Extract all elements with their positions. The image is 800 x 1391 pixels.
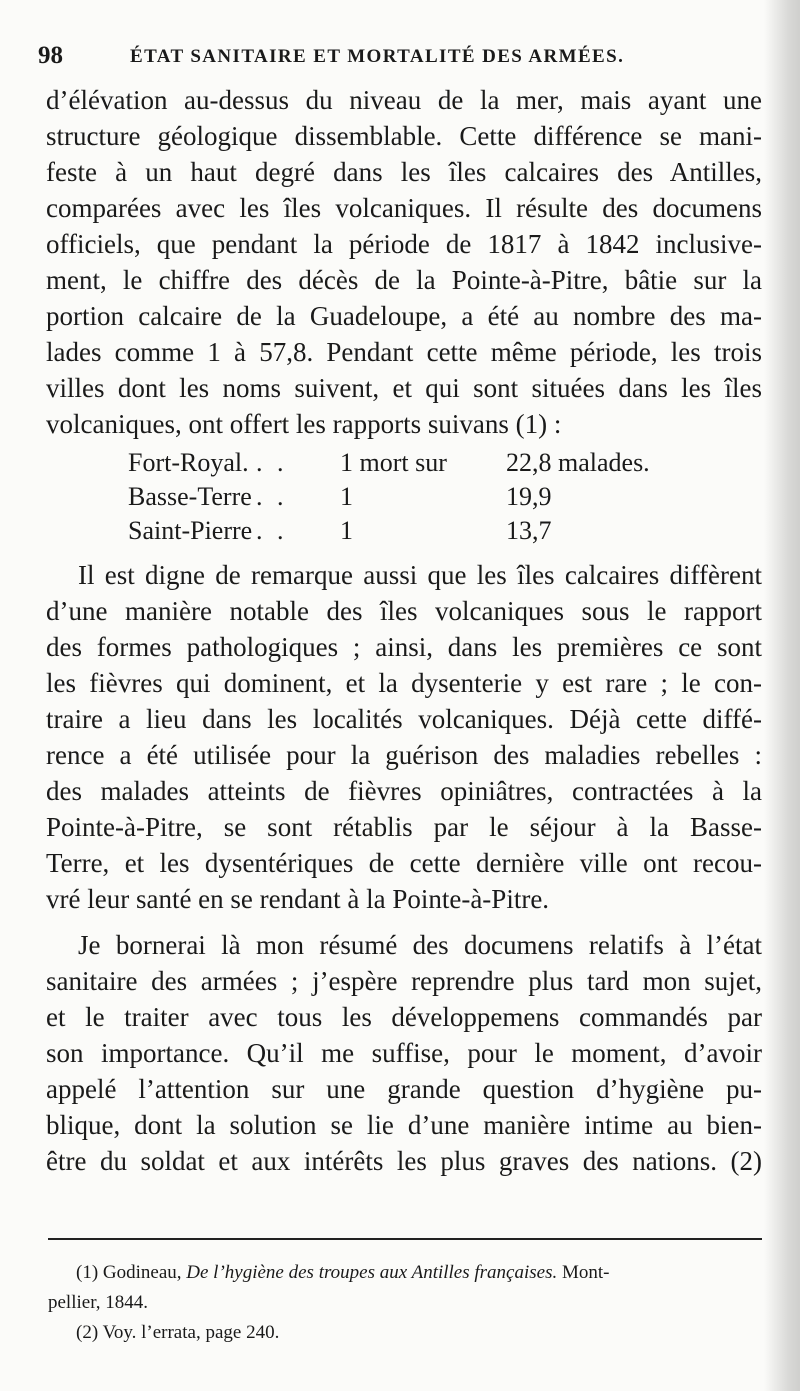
death-count: 1 mort sur	[340, 448, 447, 477]
footnote-title: De l’hygiène des troupes aux Antilles françaises.	[186, 1262, 558, 1283]
text-line: Il est digne de remarque aussi que les îles calcaires diffèrent	[78, 560, 762, 590]
text-line: appelé l’attention sur une grande question d’hygiène pu-	[46, 1074, 762, 1104]
town-name: Basse-Terre	[128, 482, 252, 511]
text-line: lades comme 1 à 57,8. Pendant cette même période, les trois	[46, 337, 762, 367]
text-line: villes dont les noms suivent, et qui sont situées dans les îles	[46, 373, 762, 403]
paragraph-2	[46, 557, 762, 917]
text-line: ment, le chiffre des décès de la Pointe-à-Pitre, bâtie sur la	[46, 265, 762, 295]
paragraph-gap	[46, 917, 762, 927]
running-title: ÉTAT SANITAIRE ET MORTALITÉ DES ARMÉES.	[130, 46, 625, 67]
footnote-author: Godineau,	[102, 1262, 182, 1283]
footnote-marker: (1)	[76, 1262, 99, 1283]
leader-dots: . .	[256, 482, 288, 511]
text-line: les fièvres qui dominent, et la dysenterie y est rare ; le con-	[46, 668, 762, 698]
footnote-text: Voy. l’errata, page 240.	[102, 1322, 280, 1343]
text-line: blique, dont la solution se lie d’une manière intime au bien-	[46, 1110, 762, 1140]
footnote-1	[48, 1258, 762, 1288]
table-row	[46, 513, 762, 547]
text-line: et le traiter avec tous les développemens commandés par	[46, 1002, 762, 1032]
text-line: rence a été utilisée pour la guérison des maladies rebelles :	[46, 740, 762, 770]
town-name: Saint-Pierre	[128, 516, 253, 545]
death-count: 1	[340, 516, 353, 545]
page-edge-shadow	[764, 0, 800, 1391]
text-line: Pointe-à-Pitre, se sont rétablis par le séjour à la Basse-	[46, 812, 762, 842]
footnote-2	[48, 1318, 762, 1348]
leader-dots: . .	[256, 448, 288, 477]
text-line: sanitaire des armées ; j’espère reprendre plus tard mon sujet,	[46, 966, 762, 996]
text-line: officiels, que pendant la période de 1817 à 1842 inclusive-	[46, 229, 762, 259]
page-number: 98	[38, 42, 63, 69]
text-line: portion calcaire de la Guadeloupe, a été au nombre des ma-	[46, 301, 762, 331]
footnote-marker: (2)	[76, 1322, 99, 1343]
text-line: structure géologique dissemblable. Cette différence se mani-	[46, 121, 762, 151]
case-count: 13,7	[506, 516, 552, 545]
text-line: d’élévation au-dessus du niveau de la mer, mais ayant une	[46, 85, 762, 115]
running-header	[38, 42, 718, 76]
text-line: Terre, et les dysentériques de cette dernière ville ont recou-	[46, 848, 762, 878]
paragraph-1	[46, 82, 762, 442]
footnote-rule	[48, 1238, 762, 1240]
case-count: 19,9	[506, 482, 552, 511]
text-line: des formes pathologiques ; ainsi, dans les premières ce sont	[46, 632, 762, 662]
text-line: feste à un haut degré dans les îles calcaires des Antilles,	[46, 157, 762, 187]
town-name: Fort-Royal.	[128, 448, 249, 477]
table-row	[46, 445, 762, 479]
text-line: traire a lieu dans les localités volcaniques. Déjà cette diffé-	[46, 704, 762, 734]
body-text	[46, 82, 762, 1179]
text-line: être du soldat et aux intérêts les plus graves des nations. (2)	[46, 1146, 762, 1176]
text-line: vré leur santé en se rendant à la Pointe-à-Pitre.	[46, 884, 550, 914]
text-line: Je bornerai là mon résumé des documens relatifs à l’état	[78, 930, 762, 960]
footnote-1-continued: pellier, 1844.	[48, 1292, 149, 1313]
text-line: son importance. Qu’il me suffise, pour le moment, d’avoir	[46, 1038, 762, 1068]
mortality-table	[46, 445, 762, 547]
text-line: volcaniques, ont offert les rapports suivans (1) :	[46, 409, 562, 439]
footnote-place: Mont-	[562, 1262, 610, 1283]
case-count: 22,8 malades.	[506, 448, 650, 477]
paragraph-3	[46, 927, 762, 1179]
table-row	[46, 479, 762, 513]
leader-dots: . .	[256, 516, 288, 545]
text-line: d’une manière notable des îles volcaniques sous le rapport	[46, 596, 762, 626]
text-line: des malades atteints de fièvres opiniâtres, contractées à la	[46, 776, 762, 806]
footnotes	[48, 1258, 762, 1348]
text-line: comparées avec les îles volcaniques. Il résulte des documens	[46, 193, 762, 223]
death-count: 1	[340, 482, 353, 511]
